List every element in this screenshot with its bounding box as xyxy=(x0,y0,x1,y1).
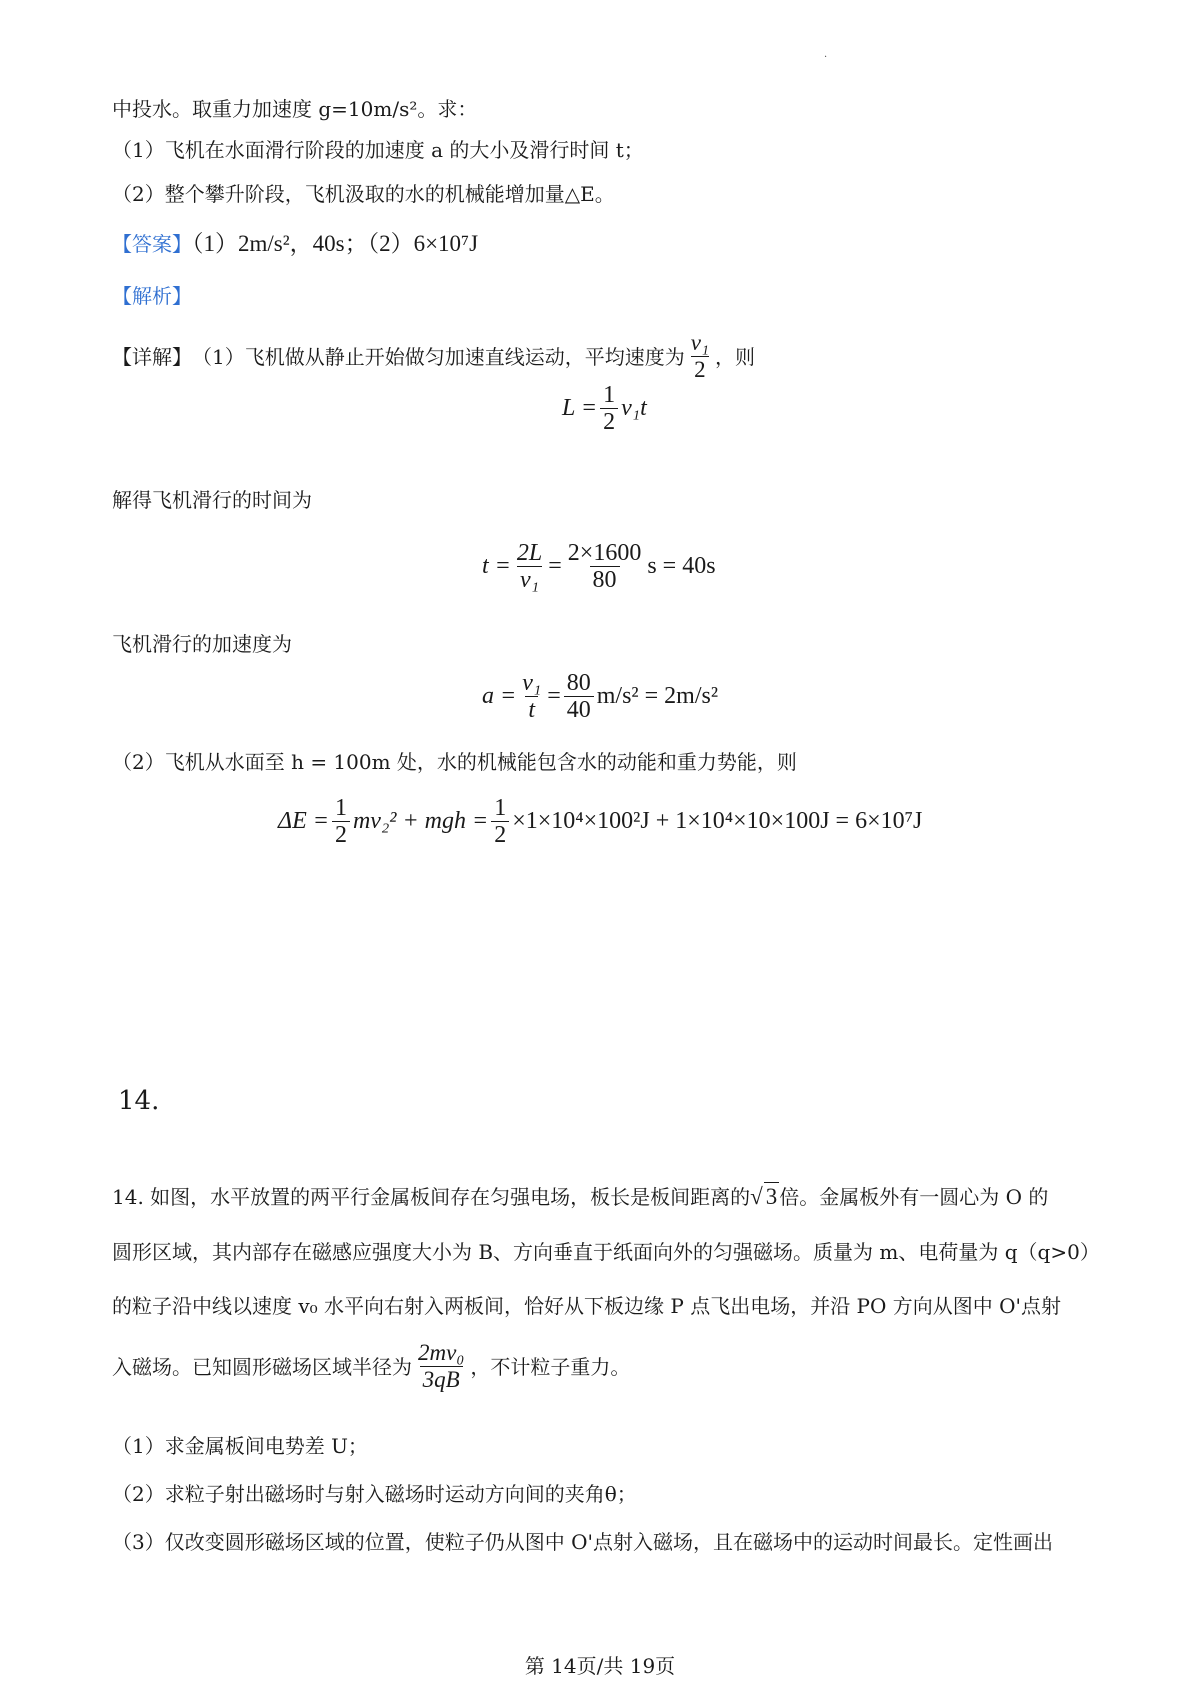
frac-numerator: v₁ xyxy=(690,330,709,355)
q14-line3: 的粒子沿中线以速度 v₀ 水平向右射入两板间，恰好从下板边缘 P 点飞出电场，并沿 PO 方向从图中 O'点射 xyxy=(112,1294,1062,1318)
frac-numerator: 2L xyxy=(516,540,543,566)
frac-denominator: 3qB xyxy=(420,1366,463,1393)
frac-denominator: 80 xyxy=(590,566,620,593)
eq-rhs: v₁t xyxy=(621,395,647,421)
frac-denominator: 2 xyxy=(332,821,350,848)
detail-intro-text: （1）飞机做从静止开始做匀加速直线运动，平均速度为 xyxy=(192,344,685,369)
page-footer: 第 14页/共 19页 xyxy=(524,1654,676,1678)
eq-rhs: s = 40s xyxy=(647,553,716,579)
frac-numerator: 1 xyxy=(603,382,616,408)
detail-intro xyxy=(112,330,755,383)
q14-sub3: （3）仅改变圆形磁场区域的位置，使粒子仍从图中 O'点射入磁场，且在磁场中的运动时间最长。定性画出 xyxy=(112,1530,1053,1554)
eq-fraction xyxy=(565,540,645,593)
sqrt-symbol: √ 3 xyxy=(750,1184,778,1209)
eq-lhs: ΔE = xyxy=(278,808,329,834)
eq-rhs: ×1×10⁴×100²J + 1×10⁴×10×100J = 6×10⁷J xyxy=(512,808,923,834)
equation-distance xyxy=(562,382,647,435)
frac-numerator: 1 xyxy=(494,795,507,821)
eq-fraction xyxy=(332,795,350,848)
q14-line4-text-end: ，不计粒子重力。 xyxy=(470,1354,631,1379)
eq-lhs: L = xyxy=(562,395,598,421)
detail-tag: 【详解】 xyxy=(112,344,192,369)
equation-energy xyxy=(278,795,922,848)
header-dot: · xyxy=(824,52,828,63)
sqrt-value: 3 xyxy=(765,1184,778,1209)
eq-fraction xyxy=(519,670,544,723)
q14-line4-text: 入磁场。已知圆形磁场区域半径为 xyxy=(112,1354,412,1379)
frac-denominator: 40 xyxy=(564,696,594,723)
eq-fraction xyxy=(514,540,545,593)
frac-numerator: 2×1600 xyxy=(567,540,642,566)
equation-acceleration xyxy=(482,670,718,723)
text-acceleration: 飞机滑行的加速度为 xyxy=(112,632,292,656)
eq-equals: = xyxy=(548,553,562,579)
text-solve-time: 解得飞机滑行的时间为 xyxy=(112,488,312,512)
question-number: 14. xyxy=(118,1086,160,1116)
eq-equals: = xyxy=(547,683,561,709)
eq-lhs: a = xyxy=(482,683,517,709)
eq-fraction xyxy=(600,382,618,435)
answer-line xyxy=(112,230,478,258)
eq-fraction xyxy=(564,670,594,723)
eq-middle: mv₂² + mgh = xyxy=(352,808,489,834)
frac-numerator: 80 xyxy=(566,670,591,696)
q14-sub1: （1）求金属板间电势差 U； xyxy=(112,1434,368,1458)
answer-tag: 【答案】 xyxy=(112,232,192,256)
eq-fraction xyxy=(491,795,509,848)
frac-denominator: v₁ xyxy=(517,566,542,593)
prev-question-sub2: （2）整个攀升阶段，飞机汲取的水的机械能增加量△E。 xyxy=(112,182,615,206)
equation-time xyxy=(482,540,716,593)
q14-line2: 圆形区域，其内部存在磁感应强度大小为 B、方向垂直于纸面向外的匀强磁场。质量为 m、电荷量为 q（q>0） xyxy=(112,1240,1100,1264)
frac-numerator: 2mv₀ xyxy=(418,1340,465,1365)
q14-sub2: （2）求粒子射出磁场时与射入磁场时运动方向间的夹角θ； xyxy=(112,1482,637,1506)
q14-line1 xyxy=(112,1182,1048,1211)
detail-intro-end: ，则 xyxy=(714,344,755,369)
radius-fraction xyxy=(415,1340,467,1393)
eq-rhs: m/s² = 2m/s² xyxy=(596,683,719,709)
q14-line4 xyxy=(112,1340,630,1393)
frac-denominator: t xyxy=(525,696,538,723)
avg-velocity-fraction xyxy=(688,330,712,383)
answer-text: （1）2m/s²，40s；（2）6×10⁷J xyxy=(192,231,479,256)
frac-numerator: v₁ xyxy=(522,670,542,696)
prev-question-sub1: （1）飞机在水面滑行阶段的加速度 a 的大小及滑行时间 t； xyxy=(112,138,644,162)
eq-lhs: t = xyxy=(482,553,511,579)
prev-question-line: 中投水。取重力加速度 g=10m/s²。求： xyxy=(112,97,478,121)
q14-line1-text-end: 倍。金属板外有一圆心为 O 的 xyxy=(779,1185,1049,1209)
frac-numerator: 1 xyxy=(334,795,347,821)
part2-text: （2）飞机从水面至 h = 100m 处，水的机械能包含水的动能和重力势能，则 xyxy=(112,750,797,774)
q14-line1-text: 14. 如图，水平放置的两平行金属板间存在匀强电场，板长是板间距离的 xyxy=(112,1185,751,1209)
analysis-tag: 【解析】 xyxy=(112,284,192,308)
frac-denominator: 2 xyxy=(691,356,709,383)
frac-denominator: 2 xyxy=(600,408,618,435)
frac-denominator: 2 xyxy=(491,821,509,848)
